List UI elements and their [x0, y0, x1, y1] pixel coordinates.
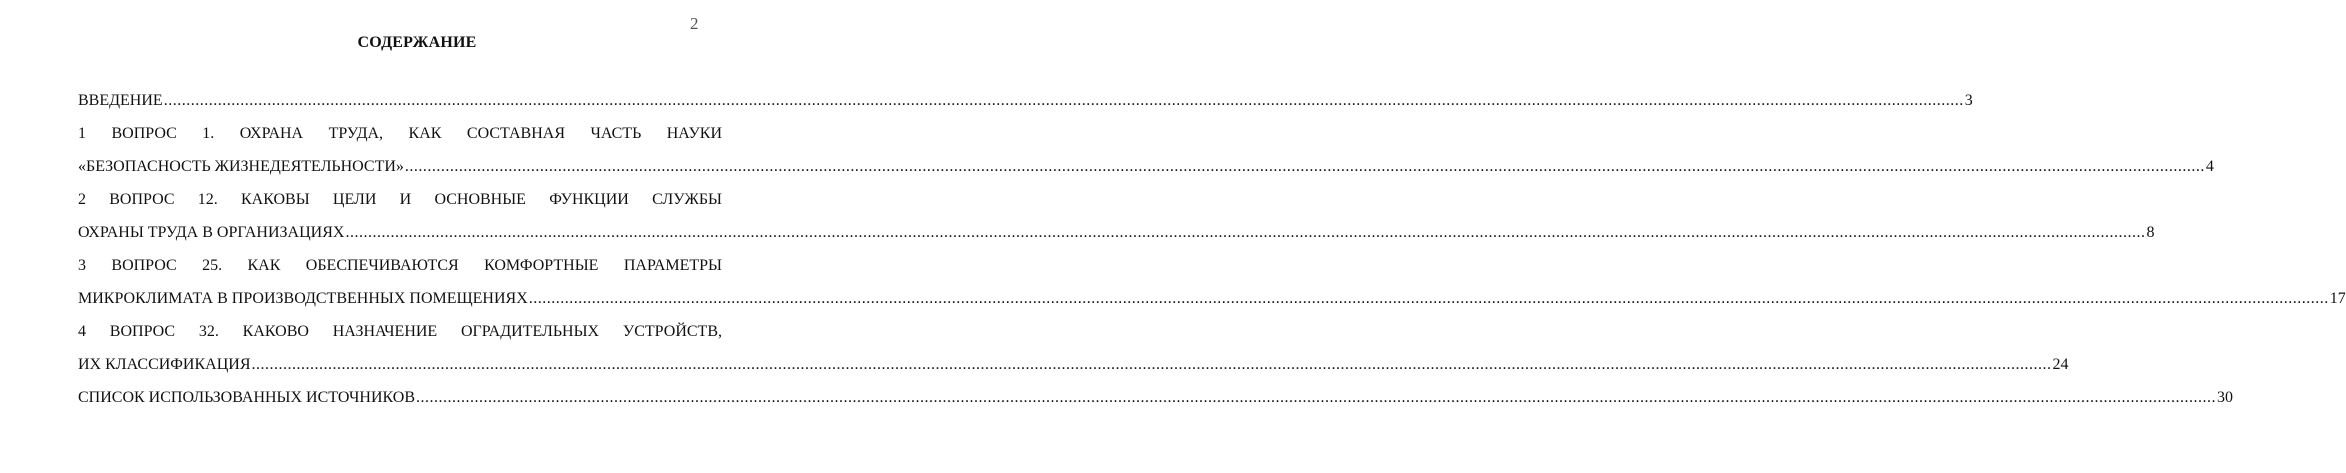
toc-entry[interactable] — [78, 89, 1973, 122]
toc-entry[interactable] — [78, 386, 2234, 419]
toc-entry[interactable] — [78, 188, 2155, 254]
toc-entry-title-line: 2 ВОПРОС 12. КАКОВЫ ЦЕЛИ И ОСНОВНЫЕ ФУНКЦИИ СЛУЖБЫ — [78, 191, 722, 208]
dot-leader: ................................................................................................................................................................................................................................................................................................................................................................................................................ — [163, 92, 1964, 109]
dot-leader: ................................................................................................................................................................................................................................................................................................................................................................................................................ — [416, 389, 2217, 406]
toc-entry-leader-line — [78, 353, 2069, 386]
toc-entry-page-number: 30 — [2217, 389, 2234, 406]
page-number: 2 — [690, 14, 699, 33]
toc-entry-leader-line — [78, 287, 2346, 320]
toc-entry-title: ИХ КЛАССИФИКАЦИЯ — [78, 356, 251, 373]
toc-entry-title: МИКРОКЛИМАТА В ПРОИЗВОДСТВЕННЫХ ПОМЕЩЕНИЯХ — [78, 290, 528, 307]
toc-entry-leader-line — [78, 89, 1973, 122]
toc-entry-leader-line — [78, 155, 2214, 188]
toc-entry[interactable] — [78, 254, 2346, 320]
toc-entry-page-number: 17 — [2329, 290, 2346, 307]
toc-entry-leader-line — [78, 386, 2234, 419]
toc-entry-page-number: 24 — [2052, 356, 2069, 373]
toc-entry-title-line: 3 ВОПРОС 25. КАК ОБЕСПЕЧИВАЮТСЯ КОМФОРТНЫЕ ПАРАМЕТРЫ — [78, 257, 722, 274]
toc-entry-leader-line — [78, 221, 2155, 254]
toc-entry-title-line: 1 ВОПРОС 1. ОХРАНА ТРУДА, КАК СОСТАВНАЯ ЧАСТЬ НАУКИ — [78, 125, 722, 142]
toc-entry-title: СПИСОК ИСПОЛЬЗОВАННЫХ ИСТОЧНИКОВ — [78, 389, 416, 406]
toc-heading: СОДЕРЖАНИЕ — [357, 34, 477, 51]
toc-entry[interactable] — [78, 122, 2214, 188]
dot-leader: ................................................................................................................................................................................................................................................................................................................................................................................................................ — [404, 158, 2205, 175]
table-of-contents — [78, 89, 2346, 419]
toc-entry-page-number: 8 — [2146, 224, 2155, 241]
toc-entry-page-number: 4 — [2205, 158, 2214, 175]
toc-entry-title-line: 4 ВОПРОС 32. КАКОВО НАЗНАЧЕНИЕ ОГРАДИТЕЛЬНЫХ УСТРОЙСТВ, — [78, 323, 722, 340]
toc-entry-title: ОХРАНЫ ТРУДА В ОРГАНИЗАЦИЯХ — [78, 224, 345, 241]
toc-entry-title: «БЕЗОПАСНОСТЬ ЖИЗНЕДЕЯТЕЛЬНОСТИ» — [78, 158, 404, 175]
dot-leader: ................................................................................................................................................................................................................................................................................................................................................................................................................ — [251, 356, 2052, 373]
toc-entry-title: ВВЕДЕНИЕ — [78, 92, 163, 109]
dot-leader: ................................................................................................................................................................................................................................................................................................................................................................................................................ — [528, 290, 2329, 307]
dot-leader: ................................................................................................................................................................................................................................................................................................................................................................................................................ — [345, 224, 2146, 241]
toc-entry-page-number: 3 — [1964, 92, 1973, 109]
toc-entry[interactable] — [78, 320, 2069, 386]
